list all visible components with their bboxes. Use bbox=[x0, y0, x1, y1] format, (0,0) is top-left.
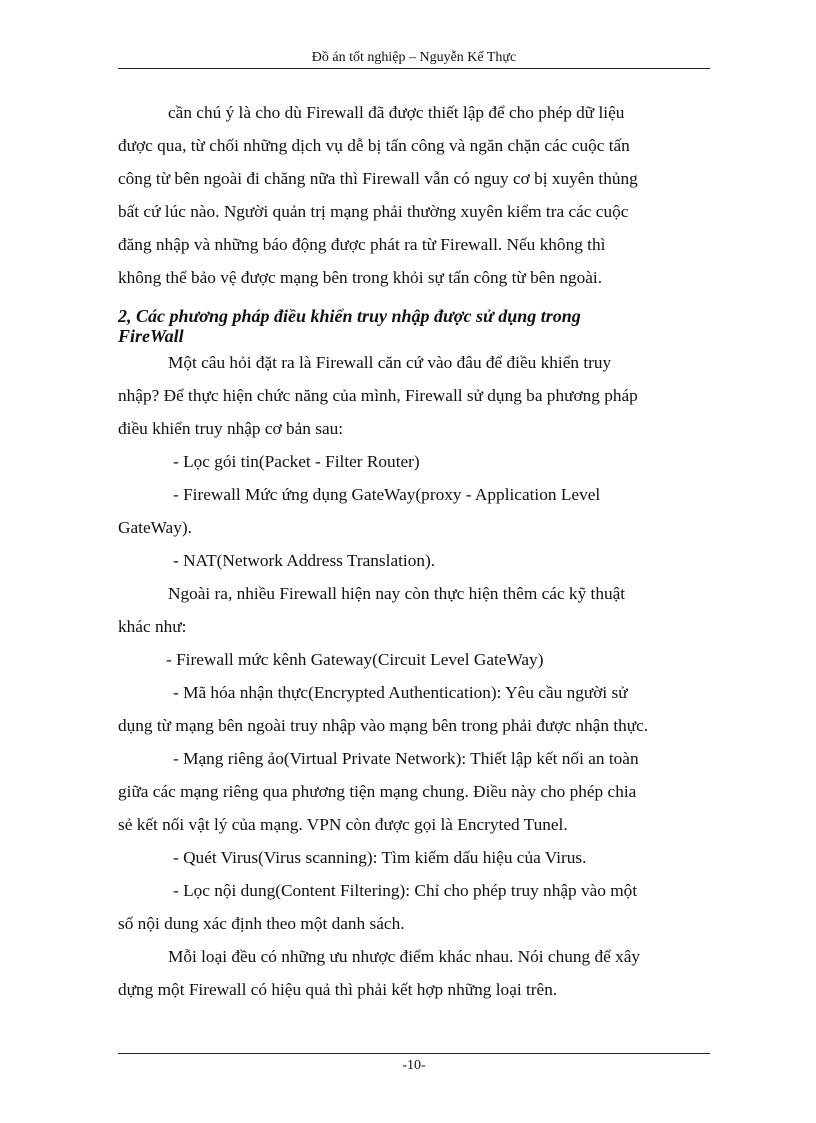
section-heading-line: 2, Các phương pháp điều khiển truy nhập được sử dụng trong bbox=[118, 306, 581, 326]
text-line: nhập? Để thực hiện chức năng của mình, Firewall sử dụng ba phương pháp bbox=[118, 386, 638, 405]
list-item-continuation: dụng từ mạng bên ngoài truy nhập vào mạng bên trong phải được nhận thực. bbox=[118, 716, 649, 735]
list-item: - Mã hóa nhận thực(Encrypted Authentication): Yêu cầu người sử bbox=[173, 683, 628, 702]
list-item: - Firewall mức kênh Gateway(Circuit Level GateWay) bbox=[166, 650, 544, 669]
text-line: Một câu hỏi đặt ra là Firewall căn cứ vào đâu để điều khiển truy bbox=[168, 353, 612, 372]
text-line: đăng nhập và những báo động được phát ra từ Firewall. Nếu không thì bbox=[118, 235, 606, 254]
page-body bbox=[118, 96, 718, 1006]
section-heading-line: FireWall bbox=[118, 326, 184, 346]
page-number: -10- bbox=[402, 1058, 426, 1073]
text-line: Mỗi loại đều có những ưu nhược điểm khác nhau. Nói chung để xây bbox=[168, 947, 641, 966]
header-divider bbox=[118, 68, 710, 69]
list-item: - Firewall Mức ứng dụng GateWay(proxy - Application Level bbox=[173, 485, 601, 504]
text-line: cần chú ý là cho dù Firewall đã được thiết lập để cho phép dữ liệu bbox=[168, 103, 625, 122]
list-item-continuation: GateWay). bbox=[118, 518, 192, 537]
list-item: - Lọc gói tin(Packet - Filter Router) bbox=[173, 452, 420, 471]
text-line: điều khiển truy nhập cơ bản sau: bbox=[118, 419, 344, 438]
text-line: công từ bên ngoài đi chăng nữa thì Firewall vẫn có nguy cơ bị xuyên thủng bbox=[118, 169, 638, 188]
list-item-continuation: giữa các mạng riêng qua phương tiện mạng chung. Điều này cho phép chia bbox=[118, 782, 637, 801]
list-item: - NAT(Network Address Translation). bbox=[173, 551, 436, 570]
text-line: được qua, từ chối những dịch vụ dễ bị tấn công và ngăn chặn các cuộc tấn bbox=[118, 136, 630, 155]
text-line: Ngoài ra, nhiều Firewall hiện nay còn thực hiện thêm các kỹ thuật bbox=[168, 584, 626, 603]
footer-divider bbox=[118, 1053, 710, 1054]
text-line: không thể bảo vệ được mạng bên trong khỏi sự tấn công từ bên ngoài. bbox=[118, 268, 603, 287]
text-line: dựng một Firewall có hiệu quả thì phải kết hợp những loại trên. bbox=[118, 980, 558, 999]
list-item: - Lọc nội dung(Content Filtering): Chỉ cho phép truy nhập vào một bbox=[173, 881, 638, 900]
list-item-continuation: sẻ kết nối vật lý của mạng. VPN còn được gọi là Encryted Tunel. bbox=[118, 815, 568, 834]
section-heading bbox=[118, 306, 718, 346]
text-line: bất cứ lúc nào. Người quản trị mạng phải thường xuyên kiểm tra các cuộc bbox=[118, 202, 629, 221]
text-line: khác như: bbox=[118, 617, 187, 636]
list-item: - Quét Virus(Virus scanning): Tìm kiếm dấu hiệu của Virus. bbox=[173, 848, 587, 867]
page-header: Đồ án tốt nghiệp – Nguyễn Kế Thực bbox=[311, 50, 517, 65]
list-item-continuation: số nội dung xác định theo một danh sách. bbox=[118, 914, 405, 933]
list-item: - Mạng riêng ảo(Virtual Private Network): Thiết lập kết nối an toàn bbox=[173, 749, 639, 768]
